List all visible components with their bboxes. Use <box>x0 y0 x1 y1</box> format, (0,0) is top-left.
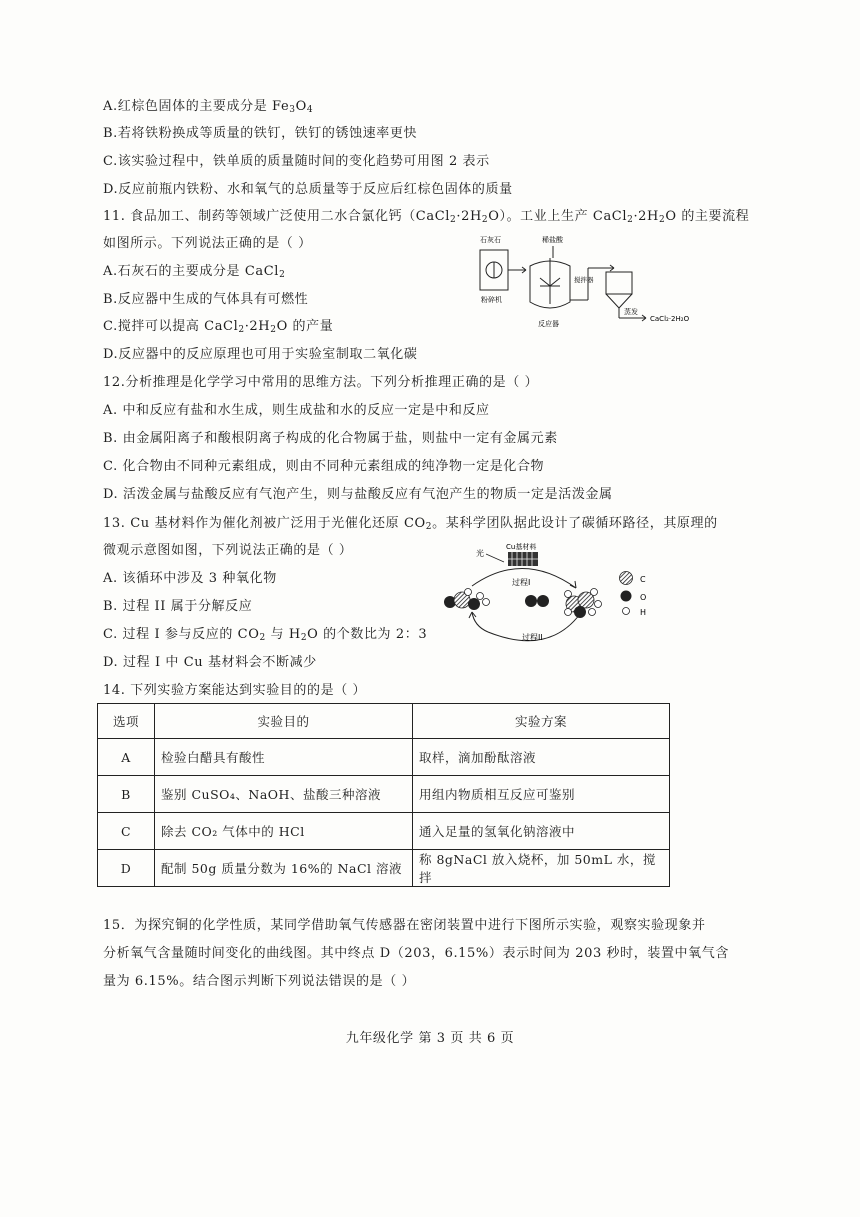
table-row <box>98 739 670 776</box>
row-option: A <box>98 739 155 776</box>
row-purpose: 鉴别 CuSO₄、NaOH、盐酸三种溶液 <box>155 776 413 813</box>
oxygen-atom <box>537 595 549 607</box>
q14-table <box>97 703 670 887</box>
label-dilute-acid: 稀盐酸 <box>542 236 563 244</box>
table-row <box>98 776 670 813</box>
table-row <box>98 850 670 887</box>
hydrogen-atom <box>565 591 572 598</box>
label-evaporate: 蒸发 <box>624 308 638 316</box>
label-light: 光 <box>476 549 484 558</box>
q13-stem-line1: 13. Cu 基材料作为催化剂被广泛用于光催化还原 $CO_2$。某科学团队据此设计了碳循环路径，其原理的 <box>103 516 718 532</box>
q12-option-d: D. 活泼金属与盐酸反应有气泡产生，则与盐酸反应有气泡产生的物质一定是活泼金属 <box>103 487 613 502</box>
q11-option-a: A.石灰石的主要成分是 CaCl$_2$ <box>103 264 286 280</box>
row-option: B <box>98 776 155 813</box>
oxygen-atom <box>525 595 537 607</box>
row-option: C <box>98 813 155 850</box>
label-cu-catalyst: Cu基材料 <box>506 543 537 551</box>
header-option: 选项 <box>98 704 155 739</box>
q10-option-b: B.若将铁粉换成等质量的铁钉，铁钉的锈蚀速率更快 <box>103 126 418 141</box>
row-purpose: 检验白醋具有酸性 <box>155 739 413 776</box>
row-plan: 通入足量的氢氧化钠溶液中 <box>413 813 670 850</box>
q13-option-d: D. 过程 I 中 Cu 基材料会不断减少 <box>103 655 317 670</box>
q10-option-d: D.反应前瓶内铁粉、水和氧气的总质量等于反应后红棕色固体的质量 <box>103 182 513 197</box>
q15-stem-line3: 量为 6.15%。结合图示判断下列说法错误的是（ ） <box>103 974 416 989</box>
q12-option-c: C. 化合物由不同种元素组成，则由不同种元素组成的纯净物一定是化合物 <box>103 459 545 474</box>
row-plan: 用组内物质相互反应可鉴别 <box>413 776 670 813</box>
page-footer: 九年级化学 第 3 页 共 6 页 <box>345 1031 515 1046</box>
label-process-2: 过程II <box>522 633 543 642</box>
legend-o: O <box>640 593 647 602</box>
hydrogen-atom <box>465 589 472 596</box>
q13-option-a: A. 该循环中涉及 3 种氧化物 <box>103 571 277 586</box>
label-reactor: 反应器 <box>538 320 559 328</box>
table-header-row <box>98 704 670 739</box>
q12-option-a: A. 中和反应有盐和水生成，则生成盐和水的反应一定是中和反应 <box>103 403 490 418</box>
label-limestone: 石灰石 <box>480 236 501 244</box>
label-product: CaCl₂·2H₂O <box>650 315 690 323</box>
legend-c: C <box>640 575 646 584</box>
q11-option-d: D.反应器中的反应原理也可用于实验室制取二氧化碳 <box>103 347 418 362</box>
row-purpose: 除去 CO₂ 气体中的 HCl <box>155 813 413 850</box>
q15-stem-line2: 分析氧气含量随时间变化的曲线图。其中终点 D（203，6.15%）表示时间为 203 秒时，装置中氧气含 <box>103 946 729 961</box>
row-option: D <box>98 850 155 887</box>
q10-option-c: C.该实验过程中，铁单质的质量随时间的变化趋势可用图 2 表示 <box>103 154 490 169</box>
q12-option-b: B. 由金属阳离子和酸根阴离子构成的化合物属于盐，则盐中一定有金属元素 <box>103 431 558 446</box>
hydrogen-atom <box>591 589 598 596</box>
hydrogen-atom <box>589 609 596 616</box>
legend-h: H <box>640 608 647 617</box>
row-plan: 取样，滴加酚酞溶液 <box>413 739 670 776</box>
q11-process-diagram <box>470 228 710 330</box>
header-purpose: 实验目的 <box>155 704 413 739</box>
legend-oxygen-icon <box>621 591 632 602</box>
header-plan: 实验方案 <box>413 704 670 739</box>
legend-carbon-icon <box>620 572 633 585</box>
q11-stem-line1: 11. 食品加工、制药等领域广泛使用二水合氯化钙$(CaCl_2\cdot 2H_2O)$。工业上生产 $CaCl_2\cdot 2H_2O$ 的主要流程 <box>103 209 750 225</box>
q11-option-b: B.反应器中生成的气体具有可燃性 <box>103 292 309 307</box>
q13-cycle-diagram <box>428 540 668 660</box>
row-plan: 称 8gNaCl 放入烧杯，加 50mL 水，搅拌 <box>413 850 670 887</box>
label-crusher: 粉碎机 <box>481 296 502 304</box>
label-stirrer: 搅拌器 <box>574 276 594 284</box>
q14-stem: 14. 下列实验方案能达到实验目的的是（ ） <box>103 683 367 698</box>
q15-stem-line1: 15．为探究铜的化学性质，某同学借助氧气传感器在密闭装置中进行下图所示实验，观察实验现象并 <box>103 918 706 933</box>
label-process-1: 过程I <box>512 578 531 587</box>
legend-hydrogen-icon <box>623 608 630 615</box>
hydrogen-atom <box>483 599 490 606</box>
table-row <box>98 813 670 850</box>
hydrogen-atom <box>565 609 572 616</box>
q12-stem: 12.分析推理是化学学习中常用的思维方法。下列分析推理正确的是（ ） <box>103 375 539 390</box>
q13-option-b: B. 过程 II 属于分解反应 <box>103 599 253 614</box>
hydrogen-atom <box>595 601 602 608</box>
q10-option-a: A.红棕色固体的主要成分是 $Fe_3O_4$ <box>103 99 314 115</box>
q11-option-c: C.搅拌可以提高 $CaCl_2\cdot 2H_2O$ 的产量 <box>103 319 334 335</box>
hydrogen-atom <box>477 593 484 600</box>
oxygen-atom <box>574 606 586 618</box>
oxygen-atom <box>468 598 480 610</box>
row-purpose: 配制 50g 质量分数为 16%的 NaCl 溶液 <box>155 850 413 887</box>
q11-stem-line2: 如图所示。下列说法正确的是（ ） <box>103 236 312 251</box>
q13-stem-line2: 微观示意图如图，下列说法正确的是（ ） <box>103 543 353 558</box>
q13-option-c: C. 过程 I 参与反应的 $CO_2$ 与 $H_2O$ 的个数比为 2：3 <box>103 627 428 643</box>
